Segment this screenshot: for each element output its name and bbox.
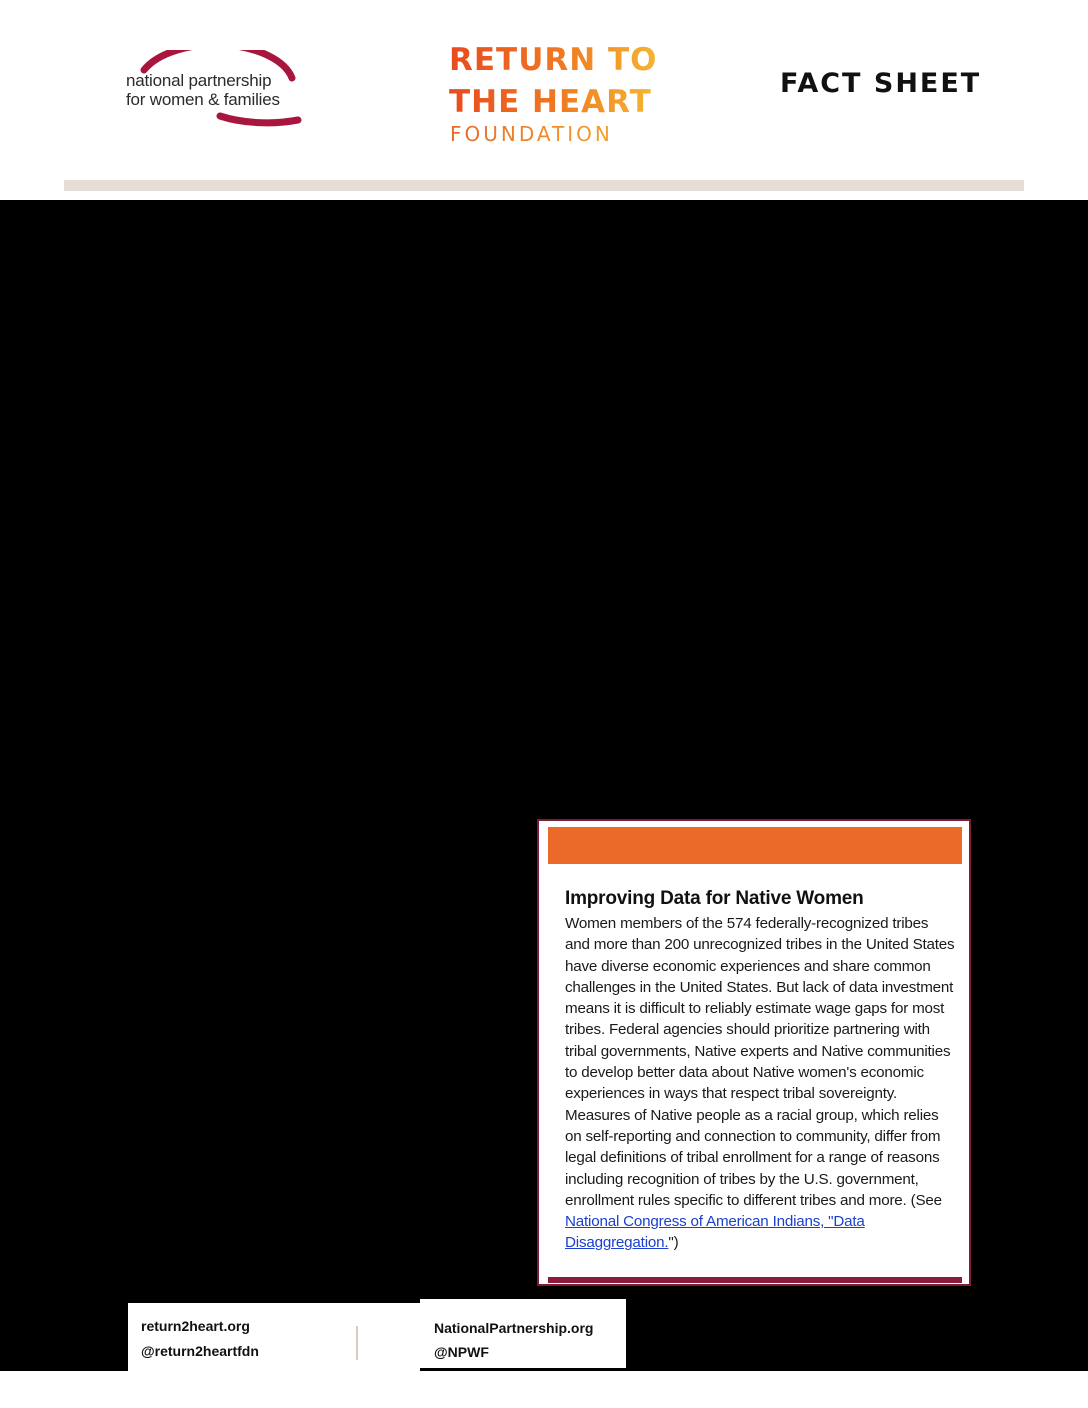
callout-header-band [548,827,962,864]
data-callout-box [537,819,971,1286]
callout-body-text: Women members of the 574 federally-recognized tribes and more than 200 unrecognized tribes in the United States have diverse economic experiences and share common challenges in the United States. But lack of data investment means it is difficult to reliably estimate wage gaps for most tribes. Federal agencies should prioritize partnering with tribal governments, Native experts and Native communities to develop better data about Native women's economic experiences in ways that respect tribal sovereignty. Measures of Native people as a racial group, which relies on self-reporting and connection to community, differ from legal definitions of tribal enrollment for a range of reasons including recognition of tribes by the U.S. government, enrollment rules specific to different tribes and more. (See [565,915,955,1209]
header-divider [64,180,1024,191]
footer-right-panel [420,1299,626,1368]
rth-logo-line1: RETURN TO [449,42,658,78]
footer-npwf-site[interactable]: NationalPartnership.org [434,1320,594,1336]
callout-bottom-bar [548,1277,962,1283]
footer-return2heart-handle[interactable]: @return2heartfdn [141,1343,259,1359]
callout-body [565,913,957,1254]
rth-logo-line3: FOUNDATION [450,122,613,146]
npwf-logo-line1: national partnership [126,71,272,90]
ncai-data-disaggregation-link[interactable]: National Congress of American Indians, "Data Disaggregation. [565,1213,865,1252]
return-to-the-heart-logo [446,42,658,147]
npwf-logo-line2: for women & families [126,90,280,109]
footer-divider [356,1326,358,1360]
npwf-logo [122,50,307,134]
footer-left-panel [128,1303,420,1372]
document-type-label: FACT SHEET [780,68,982,99]
footer-npwf-handle[interactable]: @NPWF [434,1344,489,1360]
callout-title: Improving Data for Native Women [565,888,864,909]
rth-logo-line2: THE HEART [449,84,652,120]
callout-body-end: ") [668,1234,679,1252]
footer-return2heart-site[interactable]: return2heart.org [141,1318,250,1334]
